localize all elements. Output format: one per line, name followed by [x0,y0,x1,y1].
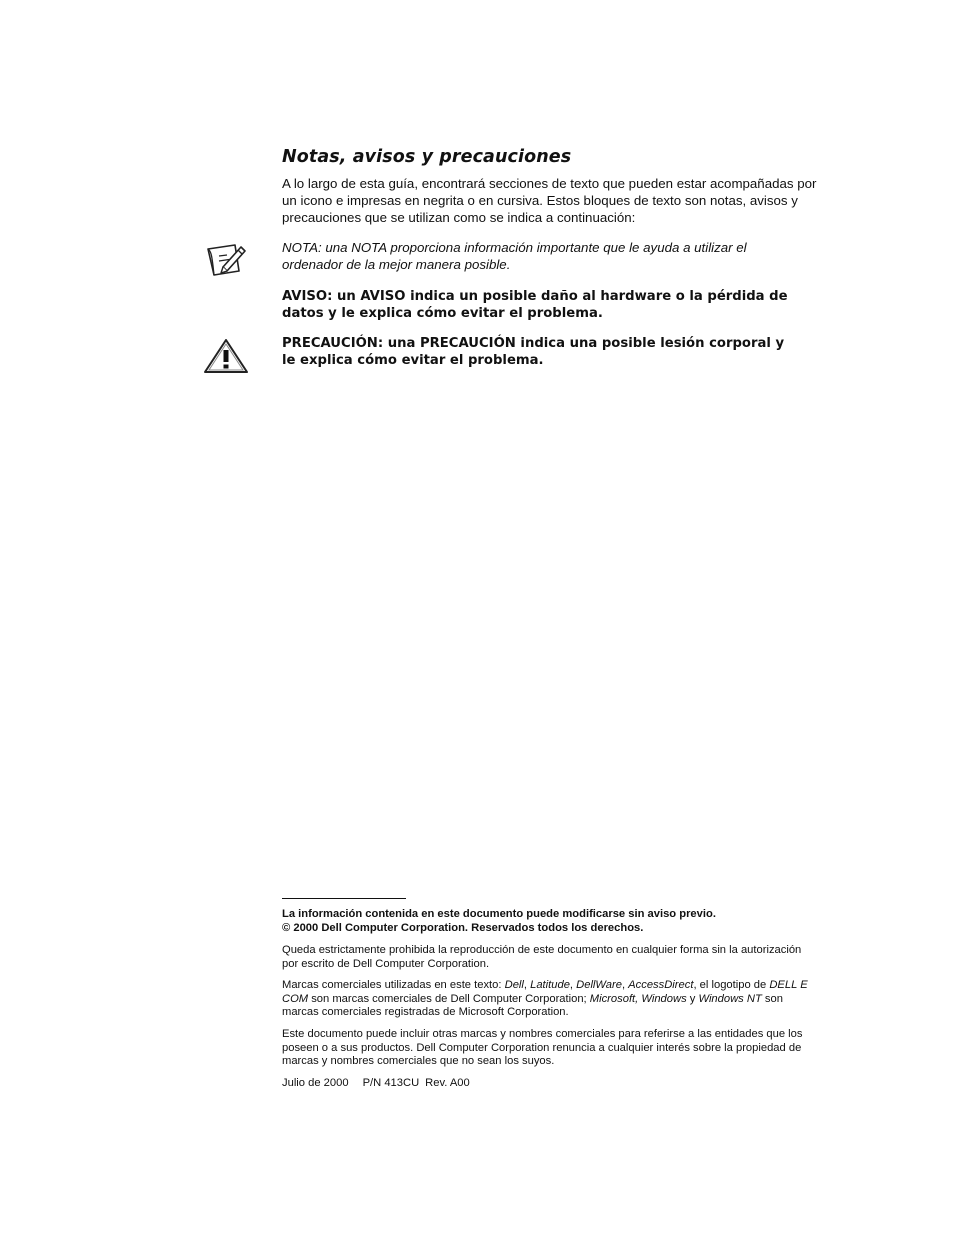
notice-text: AVISO: un AVISO indica un posible daño al hardware o la pérdida de datos y le explica cómo evitar el problema. [282,289,788,321]
tm-windows-nt: Windows NT [698,992,762,1005]
trademarks-intro: Marcas comerciales utilizadas en este texto: [282,979,505,991]
revision: Rev. A00 [425,1077,470,1089]
tm-sep: , [621,979,629,991]
tm-latitude: Latitude [530,979,570,991]
publication-info [282,1077,817,1091]
other-marks-notice: Este documento puede incluir otras marcas y nombres comerciales para referirse a las entidades que los poseen o a sus productos. Dell Computer Corporation renuncia a cualquier interés sobre la propiedad de marcas y nombres comerciales que no sean los suyos. [282,1028,803,1067]
tm-accessdirect: AccessDirect [628,979,694,991]
tm-and: y [686,992,699,1005]
intro-paragraph: A lo largo de esta guía, encontrará secciones de texto que pueden estar acompañadas por un icono e impresas en negrita o en cursiva. Estos bloques de texto son notas, avisos y precauciones que se utilizan como se indica a continuación: [282,176,817,225]
tm-sep: , [569,979,577,991]
publication-date: Julio de 2000 [282,1077,349,1089]
tm-microsoft: Microsoft, Windows [589,992,687,1005]
copyright-line: © 2000 Dell Computer Corporation. Reservados todos los derechos. [282,921,644,934]
tm-mid: son marcas comerciales de Dell Computer Corporation; [308,992,590,1005]
caution-text: PRECAUCIÓN: una PRECAUCIÓN indica una posible lesión corporal y le explica cómo evitar el problema. [282,336,785,368]
tm-dell: Dell [504,979,524,991]
tm-sep: , [523,979,531,991]
note-pencil-icon [205,241,247,277]
note-text: NOTA: una NOTA proporciona información importante que le ayuda a utilizar el ordenador de la mejor manera posible. [282,240,747,272]
tm-logo-text: , el logotipo de [693,979,770,991]
tm-dellware: DellWare [576,979,622,991]
legal-change-notice: La información contenida en este documento puede modificarse sin aviso previo. [282,908,716,920]
legal-notice [282,908,817,935]
reproduction-notice: Queda estrictamente prohibida la reproducción de este documento en cualquier forma sin la autorización por escrito de Dell Computer Corporation. [282,944,802,970]
tm-end: son marcas comerciales registradas de Microsoft Corporation. [282,992,783,1018]
trademarks-notice [282,979,817,1020]
section-title: Notas, avisos y precauciones [282,147,572,167]
warning-triangle-icon [203,338,249,374]
footnote-divider [282,898,406,899]
tm-dell-ecom: DELL E COM [282,979,808,1005]
part-number: P/N 413CU [362,1077,420,1089]
